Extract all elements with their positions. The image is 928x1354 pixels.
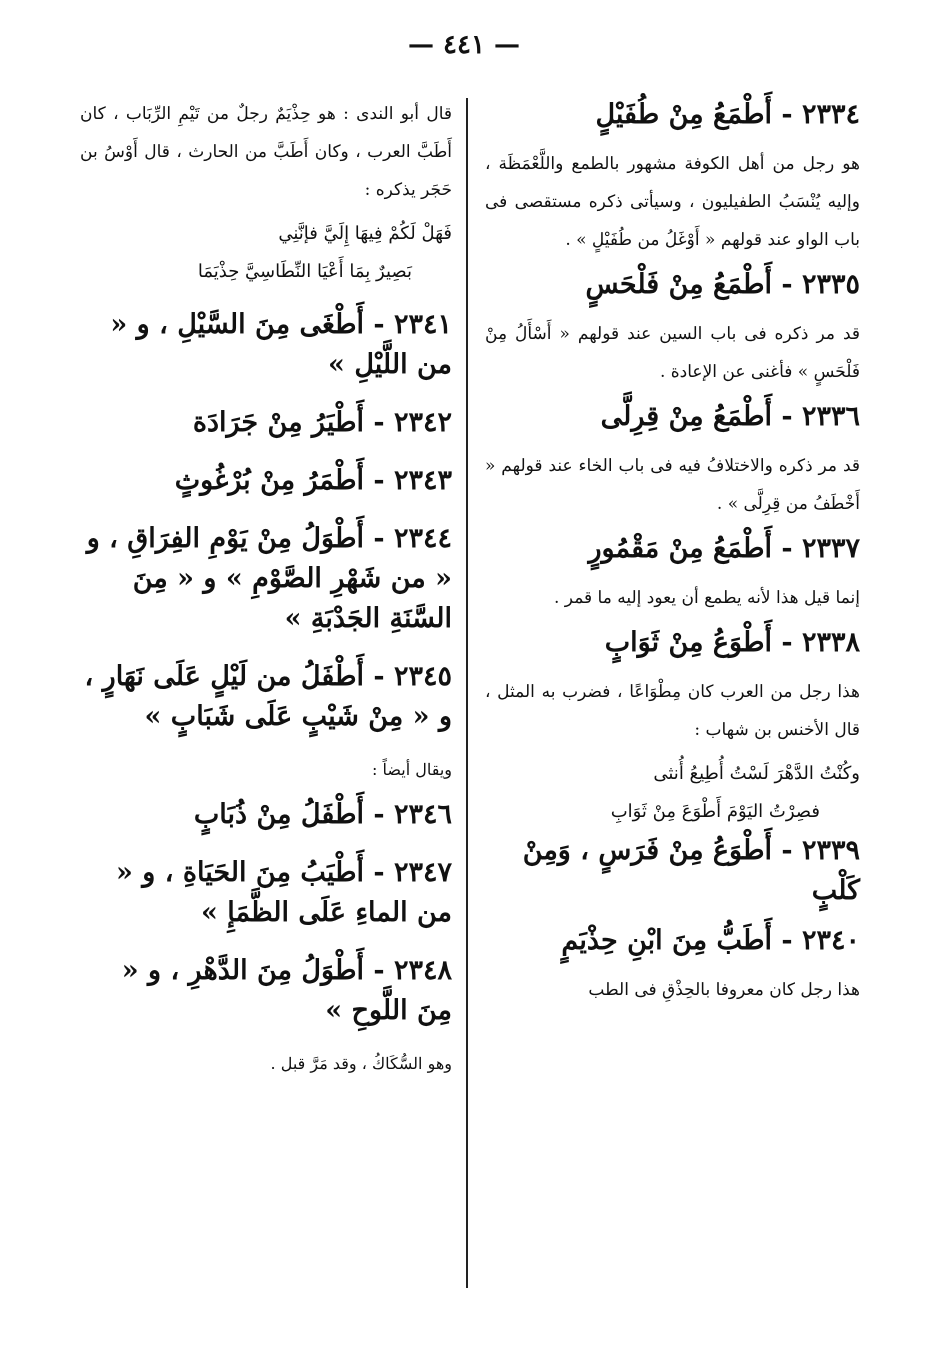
entry-2334 xyxy=(485,95,860,259)
entry-2344 xyxy=(80,519,452,639)
entry-heading: ٢٣٤٤ - أَطْوَلُ مِنْ يَوْمِ الفِرَاقِ ، و « من شَهْرِ الصَّوْمِ » و « مِنَ السَّنَةِ الجَدْبَةِ » xyxy=(86,523,452,634)
entry-text: هذا رجل من العرب كان مِطْوَاعًا ، فضرب به المثل ، قال الأخنس بن شهاب : xyxy=(485,682,860,740)
entry-heading: ٢٣٣٨ - أَطْوَعُ مِنْ ثَوَابٍ xyxy=(604,627,860,658)
right-column xyxy=(485,95,860,1015)
entry-heading: ٢٣٣٧ - أَطْمَعُ مِنْ مَقْمُورٍ xyxy=(588,533,860,564)
entry-heading: ٢٣٤٧ - أَطْيَبُ مِنَ الحَيَاةِ ، و « من الماءِ عَلَى الظَّمَإِ » xyxy=(116,857,452,928)
verse-line: فَهَلْ لَكُمْ فِيهَا إِلَيَّ فإنَّنِي xyxy=(278,223,452,244)
left-column xyxy=(80,95,452,1089)
entry-text: هو رجل من أهل الكوفة مشهور بالطمع واللَّعْمَظَة ، وإليه يُنْسَبُ الطفيليون ، وسيأتى ذكره مستقصى فى باب الواو عند قولهم « أَوْغَلُ من طُفَيْلٍ » . xyxy=(485,154,860,250)
entry-heading: ٢٣٤١ - أَطْغَى مِنَ السَّيْلِ ، و « من اللَّيْلِ » xyxy=(110,309,452,380)
entry-2347 xyxy=(80,853,452,933)
entry-2335 xyxy=(485,265,860,391)
entry-text: إنما قيل هذا لأنه يطمع أن يعود إليه ما قمر . xyxy=(554,588,860,608)
entry-2342 xyxy=(80,403,452,443)
entry-2346 xyxy=(80,795,452,835)
entry-text: هذا رجل كان معروفا بالحِذْقِ فى الطب xyxy=(588,980,860,1000)
entry-heading: ٢٣٣٤ - أَطْمَعُ مِنْ طُفَيْلٍ xyxy=(595,99,860,130)
entry-note: وهو السُّكَاكُ ، وقد مَرَّ قبل . xyxy=(270,1054,452,1073)
entry-heading: ٢٣٤٣ - أَطْمَرُ مِنْ بُرْغُوثٍ xyxy=(174,465,452,496)
entry-2340 xyxy=(485,921,860,1009)
page-number: — ٤٤١ — xyxy=(407,30,521,60)
entry-2341 xyxy=(80,305,452,385)
entry-text: قد مر ذكره فى باب السين عند قولهم « أَسْأَلُ مِنْ فَلْحَسٍ » فأغنى عن الإعادة . xyxy=(485,324,860,382)
entry-2348 xyxy=(80,951,452,1079)
entry-heading: ٢٣٣٥ - أَطْمَعُ مِنْ فَلْحَسٍ xyxy=(585,269,860,300)
entry-2339 xyxy=(485,831,860,911)
entry-2336 xyxy=(485,397,860,523)
entry-text: قال أبو الندى : هو حِذْيَمٌ رجلٌ من تَيْمِ الرِّبَاب ، كان أَطَبَّ العرب ، وكان أَطَبَّ من الحارث ، قال أَوْسُ بن حَجَر يذكره : xyxy=(80,104,452,200)
verse-line: بَصِيرٌ بِمَا أَعْيَا النِّطَاسِيَّ حِذْيَمَا xyxy=(197,261,412,282)
entry-2340-continued xyxy=(80,95,452,291)
verse-line: وكُنْتُ الدَّهْرَ لَسْتُ أُطِيعُ أُنثى xyxy=(653,763,860,784)
entry-2338 xyxy=(485,623,860,831)
entry-heading: ٢٣٣٩ - أَطْوَعُ مِنْ فَرَسٍ ، وَمِنْ كَلْبٍ xyxy=(522,835,860,906)
entry-2343 xyxy=(80,461,452,501)
entry-2345 xyxy=(80,657,452,785)
entry-heading: ٢٣٤٠ - أَطَبُّ مِنَ ابْنِ حِذْيَمٍ xyxy=(561,925,860,956)
entry-heading: ٢٣٤٢ - أَطْيَرُ مِنْ جَرَادَة xyxy=(192,407,452,438)
verse-line: فصِرْتُ اليَوْمَ أَطْوَعَ مِنْ ثَوَابِ xyxy=(610,801,820,822)
entry-text: قد مر ذكره والاختلافُ فيه فى باب الخاء عند قولهم « أَخْطَفُ من قِرِلَّى » . xyxy=(485,456,860,514)
entry-note: ويقال أيضاً : xyxy=(372,760,452,779)
entry-2337 xyxy=(485,529,860,617)
entry-heading: ٢٣٤٦ - أَطْفَلُ مِنْ ذُبَابٍ xyxy=(193,799,452,830)
column-divider xyxy=(466,98,468,1288)
entry-heading: ٢٣٣٦ - أَطْمَعُ مِنْ قِرِلَّى xyxy=(600,401,860,432)
entry-heading: ٢٣٤٥ - أَطْفَلُ من لَيْلٍ عَلَى نَهَارٍ ، و « مِنْ شَيْبٍ عَلَى شَبَابٍ » xyxy=(84,661,452,732)
entry-heading: ٢٣٤٨ - أَطْوَلُ مِنَ الدَّهْرِ ، و « مِنَ اللَّوحِ » xyxy=(121,955,452,1026)
